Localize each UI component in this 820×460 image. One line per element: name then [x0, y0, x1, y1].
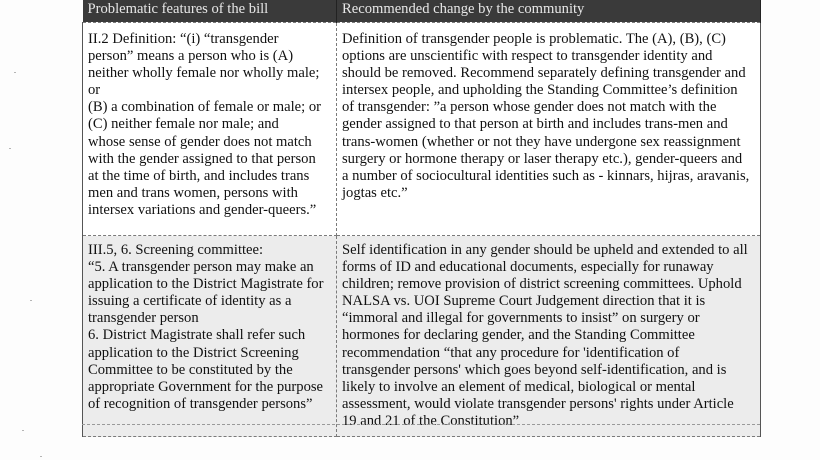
text-line: NALSA vs. UOI Supreme Court Judgement direction that it is — [342, 293, 706, 310]
text-line: “5. A transgender person may make an — [88, 259, 314, 276]
screening-bill-text — [83, 236, 337, 437]
text-line: intersex variations and gender-queers.” — [88, 201, 317, 218]
text-line: neither wholly female nor wholly male; — [88, 65, 320, 82]
text-line: transgender persons' which goes beyond self-identification, and is — [342, 361, 727, 378]
text-line: of recognition of transgender persons” — [88, 395, 313, 412]
text-line: (B) a combination of female or male; or — [88, 99, 322, 116]
text-line: forms of ID and educational documents, especially for runaway — [342, 259, 714, 276]
text-line: assessment, would violate transgender persons' rights under Article — [342, 395, 734, 412]
text-line: 19 and 21 of the Constitution” — [342, 412, 520, 429]
text-line: with the gender assigned to that person — [88, 150, 316, 167]
text-line: person” means a person who is (A) — [88, 48, 294, 65]
screening-recommendation-text — [337, 236, 761, 437]
text-line: III.5, 6. Screening committee: — [88, 242, 264, 258]
text-line: appropriate Government for the purpose — [88, 378, 324, 395]
text-line: children; remove provision of district screening committees. Uphold — [342, 276, 742, 293]
scan-speck — [9, 148, 11, 149]
text-line: intersex people, and upholding the Standing Committee’s definition — [342, 82, 738, 99]
text-line: options are unscientific with respect to transgender identity and — [342, 48, 713, 65]
text-line: likely to involve an element of medical, biological or mental — [342, 378, 696, 395]
text-line: at the time of birth, and includes trans — [88, 167, 310, 184]
header-recommended-change: Recommended change by the community — [337, 0, 761, 23]
text-line: II.2 Definition: “(i) “transgender — [88, 31, 279, 47]
next-row-border — [82, 424, 760, 426]
text-line: hormones for declaring gender, and the Standing Committee — [342, 327, 695, 344]
definition-bill-text — [83, 23, 337, 236]
scan-speck — [30, 300, 32, 301]
text-line: “immoral and illegal for governments to insist” on surgery or — [342, 310, 700, 327]
text-line: (C) neither female nor male; and — [88, 116, 279, 133]
scan-speck — [40, 456, 42, 457]
table-row — [83, 236, 761, 437]
text-line: application to the District Magistrate for — [88, 276, 324, 293]
table-row — [83, 23, 761, 236]
text-line: Self identification in any gender should be upheld and extended to all — [342, 242, 748, 258]
table-header-row — [83, 0, 761, 23]
text-line: jogtas etc.” — [342, 184, 408, 201]
text-line: or — [88, 82, 101, 99]
text-line: Committee to be constituted by the — [88, 361, 293, 378]
text-line: transgender person — [88, 310, 199, 327]
text-line: of transgender: ”a person whose gender does not match with the — [342, 99, 717, 116]
header-problematic-features: Problematic features of the bill — [83, 0, 337, 23]
scan-speck — [22, 430, 24, 431]
text-line: surgery or hormone therapy or laser therapy etc.), gender-queers and — [342, 150, 743, 167]
text-line: issuing a certificate of identity as a — [88, 293, 292, 310]
scan-speck — [14, 72, 16, 73]
text-line: 6. District Magistrate shall refer such — [88, 327, 306, 344]
text-line: men and trans women, persons with — [88, 184, 298, 201]
text-line: gender assigned to that person at birth and includes trans-men and — [342, 116, 728, 133]
text-line: recommendation “that any procedure for 'identification of — [342, 344, 680, 361]
text-line: Definition of transgender people is problematic. The (A), (B), (C) — [342, 31, 726, 47]
text-line: trans-women (whether or not they have undergone sex reassignment — [342, 133, 741, 150]
text-line: should be removed. Recommend separately defining transgender and — [342, 65, 746, 82]
text-line: a number of sociocultural identities such as - kinnars, hijras, aravanis, — [342, 167, 750, 184]
text-line: whose sense of gender does not match — [88, 133, 312, 150]
recommendations-table — [82, 0, 761, 437]
text-line: application to the District Screening — [88, 344, 299, 361]
definition-recommendation-text — [337, 23, 761, 236]
